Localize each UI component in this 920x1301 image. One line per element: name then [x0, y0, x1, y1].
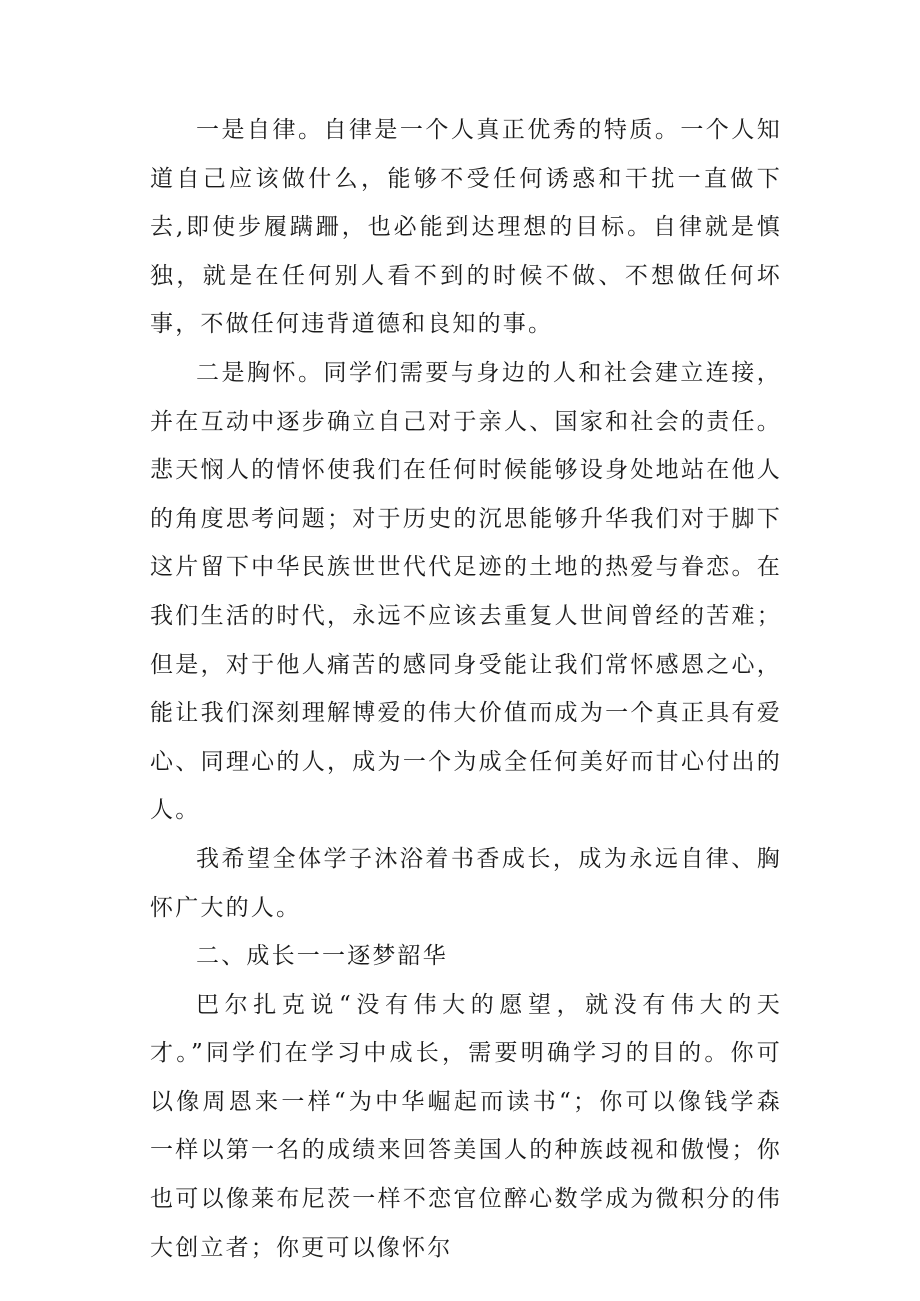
document-body: [150, 106, 782, 1272]
paragraph-balzac-quote: 巴尔扎克说“没有伟大的愿望，就没有伟大的天才。”同学们在学习中成长，需要明确学习的目的。你可以像周恩来一样“为中华崛起而读书“；你可以像钱学森一样以第一名的成绩来回答美国人的种族歧视和傲慢；你也可以像莱布尼茨一样不恋官位醉心数学成为微积分的伟大创立者；你更可以像怀尔: [150, 991, 782, 1261]
paragraph-self-discipline: 一是自律。自律是一个人真正优秀的特质。一个人知道自己应该做什么，能够不受任何诱惑和干扰一直做下去,即使步履蹒跚，也必能到达理想的目标。自律就是慎独，就是在任何别人看不到的时候不做、不想做任何坏事，不做任何违背道德和良知的事。: [150, 117, 782, 338]
section-heading-growth: 二、成长一一逐梦韶华: [196, 943, 448, 970]
paragraph-broad-mind: 二是胸怀。同学们需要与身边的人和社会建立连接，并在互动中逐步确立自己对于亲人、国家和社会的责任。悲天悯人的情怀使我们在任何时候能够设身处地站在他人的角度思考问题；对于历史的沉思能够升华我们对于脚下这片留下中华民族世世代代足迹的土地的热爱与眷恋。在我们生活的时代，永远不应该去重复人世间曾经的苦难；但是，对于他人痛苦的感同身受能让我们常怀感恩之心，能让我们深刻理解博爱的伟大价值而成为一个真正具有爱心、同理心的人，成为一个为成全任何美好而甘心付出的人。: [150, 359, 782, 824]
paragraph-hope: 我希望全体学子沐浴着书香成长，成为永远自律、胸怀广大的人。: [150, 845, 782, 921]
